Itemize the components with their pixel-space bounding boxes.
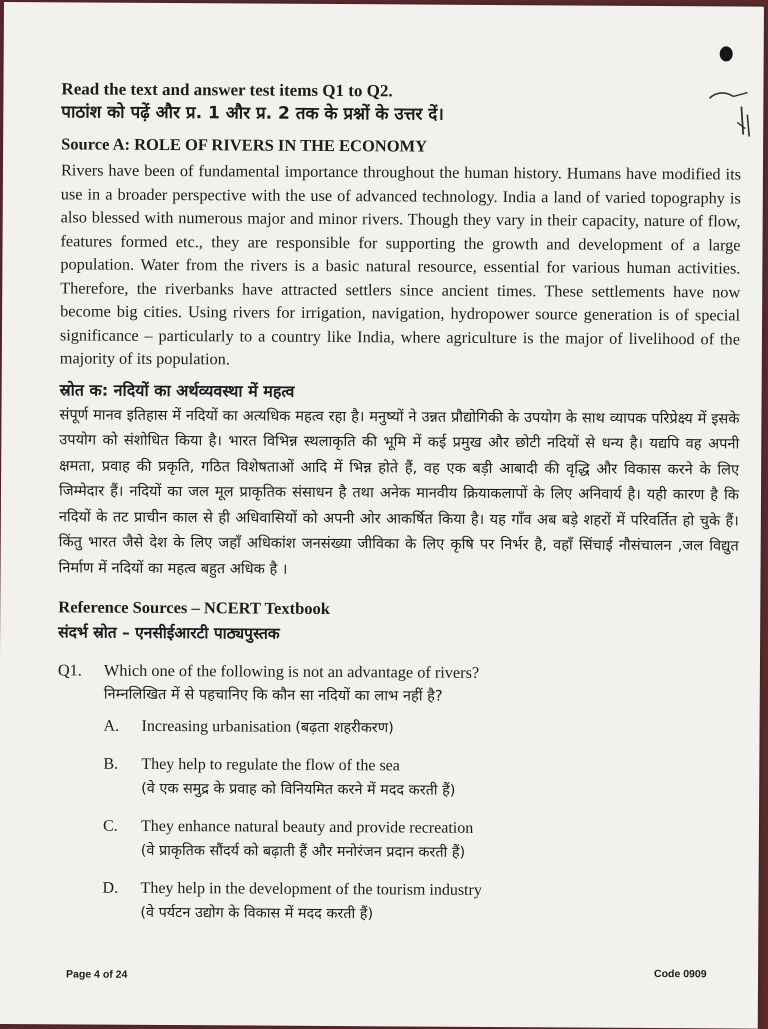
option-a[interactable] [104, 714, 738, 742]
reference-hi: संदर्भ स्रोत – एनसीईआरटी पाठ्यपुस्तक [58, 622, 280, 643]
option-text-en: Increasing urbanisation [141, 717, 292, 736]
source-text-hi: संपूर्ण मानव इतिहास में नदियों का अत्यधिक महत्व रहा है। मनुष्यों ने उन्नत प्रौद्योगिकी के उपयोग के साथ व्यापक परिप्रेक्ष्य में इसके उपयोग को संशोधित किया है। भारत विभिन्न स्थलाकृति की भूमि में कई प्रमुख और छोटी नदियों से धन्य है। यद्यपि वह अपनी क्षमता, प्रवाह की प्रकृति, गठित विशेषताओं आदि में भिन्न होते हैं, वह एक बड़ी आबादी की वृद्धि और विकास करने के लिए जिम्मेदार हैं। नदियों का जल मूल प्राकृतिक संसाधन है तथा अनेक मानवीय क्रियाकलापों के लिए अनिवार्य है। यही कारण है कि नदियों के तट प्राचीन काल से ही अधिवासियों को अपनी ओर आकर्षित किया है। यह गाँव अब बड़े शहरों में परिवर्तित हो चुके हैं। किंतु भारत जैसे देश के लिए जहाँ अधिकांश जनसंख्या जीविका के लिए कृषि पर निर्भर है, वहाँ सिंचाई नौसंचालन ,जल विद्युत निर्माण में नदियों का महत्व बहुत अधिक है । [58, 405, 740, 578]
option-text-hi: (बढ़ता शहरीकरण) [295, 719, 394, 737]
question-1 [58, 658, 738, 710]
option-text-hi: (वे प्राकृतिक सौंदर्य को बढ़ाती हैं और मनोरंजन प्रदान करती हैं) [140, 842, 466, 861]
option-c[interactable] [103, 814, 737, 866]
option-label: D. [102, 879, 119, 897]
reference-en: Reference Sources – NCERT Textbook [58, 596, 331, 618]
instructions-en: Read the text and answer test items Q1 to Q2. [61, 79, 393, 101]
page-content [56, 78, 741, 942]
option-text-hi: (वे एक समुद्र के प्रवाह को विनियमित करने में मदद करती हैं) [141, 780, 456, 799]
option-label: B. [103, 755, 119, 773]
source-title-hi: स्रोत क: नदियों का अर्थव्यवस्था में महत्व [59, 379, 295, 401]
page-number: Page 4 of 24 [66, 968, 128, 981]
question-text-hi: निम्नलिखित में से पहचानिए कि कौन सा नदियों का लाभ नहीं है? [103, 685, 443, 705]
option-d[interactable] [102, 876, 736, 928]
paper-code: Code 0909 [654, 967, 707, 981]
source-text-en: Rivers have been of fundamental importance throughout the human history. Humans have modified its use in a broader perspective with the use of advanced technology. India a land of varied topography is also blessed with numerous major and minor rivers. Though they vary in their capacity, nature of flow, features formed etc., they are responsible for supporting the growth and development of a large population. Water from the rivers is a basic natural resource, essential for various human activities. Therefore, the riverbanks have attracted settlers since ancient times. These settlements have now become big cities. Using rivers for irrigation, navigation, hydropower source generation is of special significance – particularly to a country like India, where agriculture is the major of livelihood of the majority of its population. [59, 160, 742, 369]
punch-hole-icon [720, 46, 733, 61]
option-label: C. [102, 817, 118, 835]
option-text-en: They enhance natural beauty and provide recreation [140, 817, 474, 837]
option-text-hi: (वे पर्यटन उद्योग के विकास में मदद करती हैं) [140, 904, 374, 922]
option-text-en: They help in the development of the tourism industry [140, 879, 482, 899]
question-text-en: Which one of the following is not an advantage of rivers? [103, 660, 480, 682]
instructions-hi: पाठांश को पढ़ें और प्र. 1 और प्र. 2 तक के प्रश्नों के उत्तर दें। [61, 102, 444, 125]
source-title-en: Source A: ROLE OF RIVERS IN THE ECONOMY [61, 134, 428, 156]
answer-options [102, 714, 737, 928]
exam-page [0, 2, 764, 1029]
option-label: A. [103, 717, 120, 735]
option-text-en: They help to regulate the flow of the sea [141, 755, 400, 775]
option-b[interactable] [103, 752, 737, 804]
question-number: Q1. [57, 659, 82, 680]
